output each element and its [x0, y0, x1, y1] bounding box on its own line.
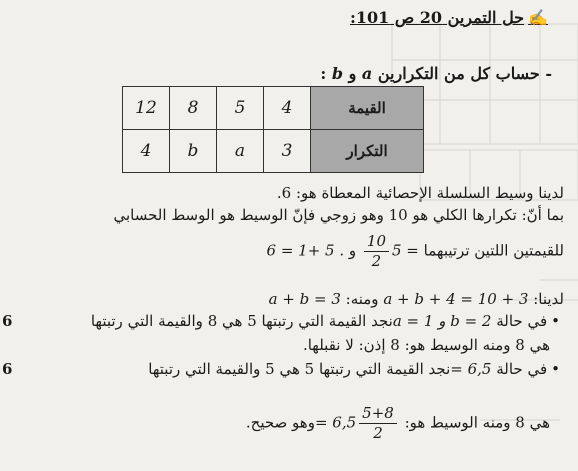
exercise-heading — [350, 8, 548, 27]
case-one-prefix: في حالة — [491, 312, 548, 330]
heading-text: حل التمرين 20 ص 101: — [350, 8, 525, 27]
table-cell: 12 — [123, 87, 170, 130]
fraction-denominator: 2 — [371, 252, 382, 270]
ranks-and: و — [344, 241, 361, 260]
table-row — [123, 87, 424, 130]
var-a: a — [361, 64, 373, 83]
ranks-statement — [267, 232, 564, 271]
table-cell: 5 — [217, 87, 264, 130]
case-one-text: نجد القيمة التي رتبتها 5 هي 8 والقيمة التي رتبتها — [90, 312, 393, 330]
case-one-conclusion: هي 8 ومنه الوسيط هو: 8 إذن: لا نقبلها. — [302, 336, 550, 354]
subheading-colon: : — [320, 64, 332, 83]
fraction — [359, 404, 397, 443]
sum-equation — [269, 290, 564, 308]
var-b: b — [331, 64, 344, 83]
ranks-math-b: 6 = 1+ 5 . — [266, 241, 345, 260]
case-two-conclusion-suffix: وهو صحيح. — [245, 413, 315, 432]
case-one — [91, 312, 560, 330]
subheading-prefix: - حساب كل من التكرارين — [372, 64, 552, 83]
sum-math: a + b + 4 = 10 + 3 — [383, 290, 529, 308]
case-two-prefix: في حالة — [491, 360, 548, 378]
case-two-text: نجد القيمة التي رتبتها 5 هي 5 والقيمة التي رتبتها — [148, 360, 451, 378]
case-two — [148, 360, 560, 378]
table-row — [123, 130, 424, 173]
table-cell: 8 — [170, 87, 217, 130]
median-statement: لدينا وسيط السلسلة الإحصائية المعطاة هو: 6. — [276, 184, 564, 202]
ranks-math-a: 5 = — [392, 241, 419, 260]
case-one-math: a = 1 و b = 2 — [392, 312, 492, 330]
table-cell: 3 — [264, 130, 311, 173]
frequency-table — [122, 86, 424, 173]
fraction-numerator: 5+8 — [359, 404, 397, 424]
sum-text: لدينا: — [528, 290, 564, 308]
subheading — [320, 64, 552, 83]
case-two-math: = 6,5 — [450, 360, 492, 378]
case-two-number: 6 — [2, 360, 13, 378]
table-cell: 4 — [123, 130, 170, 173]
fraction — [364, 232, 389, 271]
case-two-result-math: = 6,5 — [314, 413, 357, 432]
fraction-numerator: 10 — [364, 232, 389, 252]
bullet-icon: • — [551, 312, 560, 330]
table-cell: 4 — [264, 87, 311, 130]
case-two-conclusion — [246, 404, 550, 443]
total-frequency-statement: بما أنّ: تكرارها الكلي هو 10 وهو زوجي فإنّ الوسيط هو الوسط الحسابي — [113, 206, 564, 224]
sum-mid: ومنه: — [340, 290, 384, 308]
table-row-header: التكرار — [311, 130, 424, 173]
sum-math-result: a + b = 3 — [268, 290, 341, 308]
table-cell: b — [170, 130, 217, 173]
table-row-header: القيمة — [311, 87, 424, 130]
subheading-conj: و — [343, 64, 362, 83]
fraction-denominator: 2 — [373, 424, 383, 442]
case-two-conclusion-prefix: هي 8 ومنه الوسيط هو: — [399, 413, 550, 432]
ranks-text: للقيمتين اللتين ترتيبهما — [418, 241, 564, 260]
case-one-number: 6 — [2, 312, 13, 330]
pen-icon: ✍ — [528, 8, 548, 27]
table-cell: a — [217, 130, 264, 173]
bullet-icon: • — [551, 360, 560, 378]
